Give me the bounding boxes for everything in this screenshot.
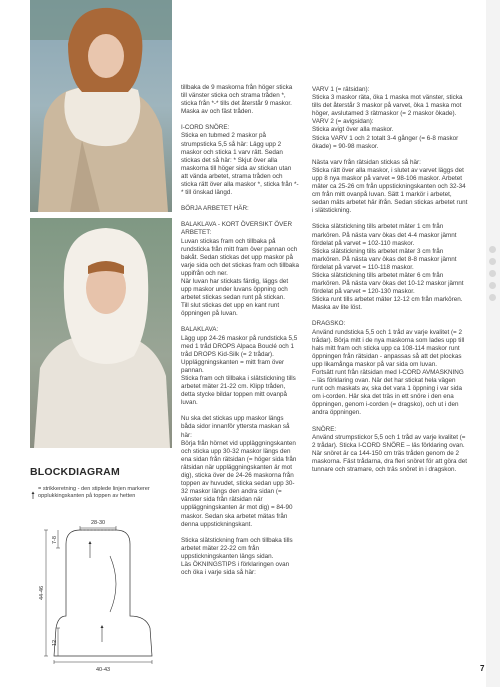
paragraph-drawstring-casing: DRAGSKO: Använd rundsticka 5,5 och 1 tråd av varje kvalitet (= 2 trådar). Börja mitt i de nya maskorna som lades upp till hals mitt fram och sticka upp ca 108-114 maskor runt öppningen från rätsidan - anpassas så att det plockas upp likamånga maskor på var sida om luvan. Fortsätt runt från rätsidan med I-CORD AVMASKNING – läs förklaring ovan. När det har stickat hela vägen runt och maskats av, ska det vara 1 öppning i var sida om i-corden. Här ska det träs in ett snöre i den ena öppningen, genom i-corden (= dragsko), och ut i den andra öppningen. [312,320,465,417]
label-dim-left-upper: 7-8 [52,536,58,544]
index-dot-icon [489,282,496,289]
label-dim-bottom: 40-43 [96,667,111,673]
paragraph-decrease-end: tillbaka de 9 maskorna från höger sticka till vänster sticka och strama tråden *, sticka från *-* tills det återstår 9 maskor. Maska av och fäst tråden. [181,84,293,116]
paragraph-pick-up-stitches: Nu ska det stickas upp maskor längs båda sidor innanför yttersta maskan så här: Börja från hörnet vid uppläggningskanten och sticka upp 30-32 maskor längs den ena sidan från rätsidan (= höger sida från rätsidan när uppläggningskanten är mot dig), sticka över de 24-26 maskorna från toppen av huvudet, sticka sedan upp 30-32 maskor längs den andra sidan (= vänster sida från rätsidan när uppläggningskanten är mot dig) = 84-90 maskor. Sedan ska arbetet mätas från denna uppstickningskant. [181,415,297,528]
index-dot-icon [489,270,496,277]
photo-model-coat [30,0,172,212]
block-diagram [30,466,172,676]
page-number: 7 [480,664,485,673]
hood-outline [54,530,152,656]
index-dot-icon [489,246,496,253]
text-column-right [312,86,468,482]
side-index-tab [486,0,500,687]
photo-model-balaclava [30,218,172,448]
paragraph-overview: BALAKLAVA - KORT ÖVERSIKT ÖVER ARBETET: Luvan stickas fram och tillbaka på rundsticka från mitt fram över pannan och bakåt. Sedan stickas det upp maskor på varje sida och det stickas fram och tillbaka uppifrån och ner. När luvan har stickats färdig, läggs det upp maskor under luvans öppning och arbetet stickas sedan runt på stickan. Till slut stickas det upp en kant runt öppningen på luvan. [181,221,299,318]
diagram-title: BLOCKDIAGRAM [30,466,120,478]
dimension-bottom [54,660,152,664]
diagram-legend: = strikkeretning - den stiplede linjen markerer opplukkingskanten på toppen av hetten [38,486,150,500]
paragraph-start-here: BÖRJA ARBETET HÄR: [181,205,249,213]
paragraph-next-row: Nästa varv från rätsidan stickas så här: Sticka rätt över alla maskor, i slutet av varvet läggs det upp 8 nya maskor på varvet = 98-106 maskor. Arbetet mäter ca 25-26 cm från uppstickningskanten och 32-34 cm från mitt ovanpå luvan. Sätt 1 markör i arbetet, sedan mäts arbetet här ifrån. Sedan stickas arbetet runt i slätstickning. [312,158,468,215]
text-column-left [181,84,299,585]
paragraph-rows: VARV 1 (= rätsidan): Sticka 3 maskor räta, öka 1 maska mot vänster, sticka tills det återstår 3 maskor på varvet, öka 1 maska mot höger, avslutamed 3 rätmaskor (= 2 maskor ökade). VARV 2 (= avigsidan): Sticka avigt över alla maskor. Sticka VARV 1 och 2 totalt 3-4 gånger (= 6-8 maskor ökade) = 90-98 maskor. [312,86,463,150]
paragraph-increase-sides: Sticka slätstickning fram och tillbaka tills arbetet mäter 22-22 cm från uppstickningskanten längs sidan. Läs ÖKNINGSTIPS i förklaringen ovan och öka i varje sida så här: [181,536,293,577]
paragraph-cord: SNÖRE: Använd strumpstickor 5,5 och 1 tråd av varje kvalitet (= 2 trådar). Sticka I-CORD SNÖRE – läs förklaring ovan. När snöret är ca 144-150 cm träs tråden genom de 2 maskorna. Fäst trådarna, dra fleri snöret för att göra det tunnare och stramare, och träs snöret in i dragskon. [312,425,468,474]
label-dim-left-total: 44-46 [39,585,45,600]
paragraph-stockinette-increases: Sticka slätstickning tills arbetet mäter 1 cm från markören. På nästa varv ökas det 4-4 maskor jämnt fördelat på varvet = 102-110 maskor. Sticka slätstickning tills arbetet mäter 3 cm från markören. På nästa varv ökas det 8-8 maskor jämnt fördelat på varvet = 110-118 maskor. Sticka slätstickning tills arbetet mäter 6 cm från markören. På nästa varv ökas det 10-12 maskor jämnt fördelat på varvet = 120-130 maskor. Sticka runt tills arbetet mäter 12-12 cm från markören. Maska av lite löst. [312,223,464,312]
index-dot-icon [489,294,496,301]
dimension-left [44,530,60,656]
label-dim-left-lower: 12 [52,639,58,646]
index-dot-icon [489,258,496,265]
paragraph-balaclava-cast-on: BALAKLAVA: Lägg upp 24-26 maskor på rundsticka 5,5 med 1 tråd DROPS Alpaca Bouclé och 1 tråd DROPS Kid-Silk (= 2 trådar). Uppläggningskanten = mitt fram över pannan. Sticka fram och tillbaka i slätstickning tills arbetet mäter 21-22 cm. Klipp tråden, detta stycke bildar toppen mitt ovanpå luvan. [181,326,298,407]
dimension-top [80,526,116,530]
label-dim-top: 28-30 [91,520,106,526]
paragraph-icord-cord: I-CORD SNÖRE: Sticka en tubmed 2 maskor på strumpsticka 5,5 så här: Lägg upp 2 maskor och sticka 1 varv rätt. Sedan stickas det så här: * Skjut över alla maskorna till höger sida av stickan utan att vända arbetet, strama tråden och sticka rätt över alla maskor *, sticka från *-* till önskad längd. [181,124,299,197]
